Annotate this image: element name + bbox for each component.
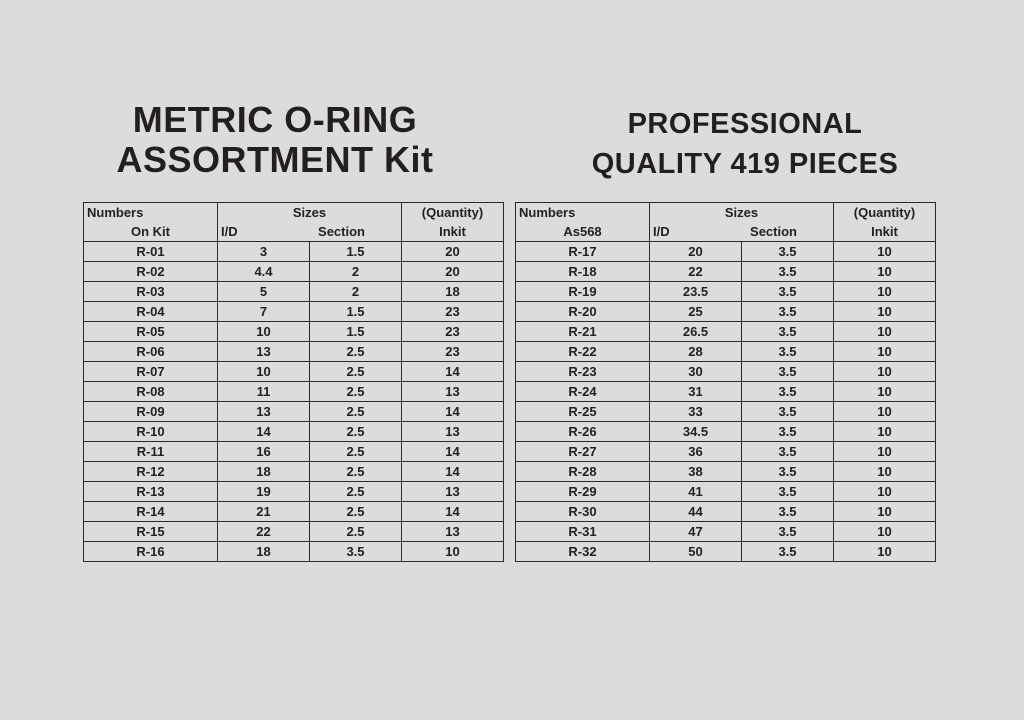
cell-quantity: 14 xyxy=(402,502,504,522)
table-row xyxy=(84,362,504,382)
header-quantity: (Quantity) xyxy=(834,203,936,223)
table-row xyxy=(516,302,936,322)
table-row xyxy=(84,422,504,442)
cell-number: R-11 xyxy=(84,442,218,462)
cell-inner-diameter: 18 xyxy=(218,542,310,562)
cell-quantity: 10 xyxy=(834,422,936,442)
cell-quantity: 23 xyxy=(402,342,504,362)
header-section: Section xyxy=(318,224,365,239)
cell-quantity: 14 xyxy=(402,362,504,382)
cell-number: R-24 xyxy=(516,382,650,402)
cell-section: 2.5 xyxy=(310,502,402,522)
cell-section: 2.5 xyxy=(310,462,402,482)
cell-quantity: 13 xyxy=(402,482,504,502)
cell-inner-diameter: 22 xyxy=(650,262,742,282)
table-row xyxy=(516,422,936,442)
table-row xyxy=(516,242,936,262)
table-row xyxy=(84,482,504,502)
cell-section: 3.5 xyxy=(742,522,834,542)
header-inkit: Inkit xyxy=(402,222,504,242)
cell-number: R-22 xyxy=(516,342,650,362)
quality-title xyxy=(545,104,945,184)
cell-section: 2.5 xyxy=(310,442,402,462)
cell-section: 3.5 xyxy=(742,382,834,402)
cell-quantity: 10 xyxy=(834,262,936,282)
header-numbers: Numbers xyxy=(84,203,218,223)
cell-section: 3.5 xyxy=(742,322,834,342)
cell-number: R-18 xyxy=(516,262,650,282)
cell-inner-diameter: 10 xyxy=(218,362,310,382)
cell-quantity: 10 xyxy=(834,382,936,402)
cell-number: R-29 xyxy=(516,482,650,502)
cell-inner-diameter: 36 xyxy=(650,442,742,462)
cell-section: 3.5 xyxy=(742,502,834,522)
kit-title-line-1: METRIC O-RING xyxy=(132,99,418,140)
cell-number: R-28 xyxy=(516,462,650,482)
cell-section: 3.5 xyxy=(742,242,834,262)
cell-inner-diameter: 14 xyxy=(218,422,310,442)
cell-quantity: 13 xyxy=(402,382,504,402)
cell-inner-diameter: 13 xyxy=(218,342,310,362)
table-row xyxy=(84,402,504,422)
cell-number: R-01 xyxy=(84,242,218,262)
cell-inner-diameter: 19 xyxy=(218,482,310,502)
header-as568: As568 xyxy=(516,222,650,242)
header-quantity: (Quantity) xyxy=(402,203,504,223)
cell-inner-diameter: 34.5 xyxy=(650,422,742,442)
table-row xyxy=(84,302,504,322)
table-row xyxy=(516,442,936,462)
cell-section: 3.5 xyxy=(742,342,834,362)
cell-inner-diameter: 22 xyxy=(218,522,310,542)
cell-quantity: 10 xyxy=(834,502,936,522)
cell-number: R-21 xyxy=(516,322,650,342)
cell-quantity: 10 xyxy=(834,362,936,382)
cell-inner-diameter: 41 xyxy=(650,482,742,502)
cell-section: 2.5 xyxy=(310,342,402,362)
cell-inner-diameter: 18 xyxy=(218,462,310,482)
cell-number: R-09 xyxy=(84,402,218,422)
cell-quantity: 10 xyxy=(834,542,936,562)
cell-inner-diameter: 44 xyxy=(650,502,742,522)
table-row xyxy=(84,282,504,302)
header-subsizes xyxy=(218,222,402,242)
table-row xyxy=(516,502,936,522)
cell-number: R-04 xyxy=(84,302,218,322)
cell-quantity: 20 xyxy=(402,262,504,282)
cell-section: 2.5 xyxy=(310,362,402,382)
cell-section: 3.5 xyxy=(742,462,834,482)
cell-quantity: 10 xyxy=(834,402,936,422)
table-row xyxy=(84,322,504,342)
table-row xyxy=(84,262,504,282)
header-subsizes xyxy=(650,222,834,242)
cell-inner-diameter: 31 xyxy=(650,382,742,402)
table-row xyxy=(84,542,504,562)
header-section: Section xyxy=(750,224,797,239)
kit-title xyxy=(80,100,470,180)
oring-table-right xyxy=(515,202,936,562)
cell-section: 1.5 xyxy=(310,242,402,262)
cell-quantity: 23 xyxy=(402,322,504,342)
cell-section: 2 xyxy=(310,282,402,302)
cell-section: 3.5 xyxy=(742,482,834,502)
cell-quantity: 14 xyxy=(402,402,504,422)
cell-section: 3.5 xyxy=(310,542,402,562)
table-row xyxy=(84,442,504,462)
cell-quantity: 10 xyxy=(834,462,936,482)
table-row xyxy=(516,322,936,342)
cell-inner-diameter: 13 xyxy=(218,402,310,422)
cell-inner-diameter: 47 xyxy=(650,522,742,542)
cell-section: 3.5 xyxy=(742,262,834,282)
cell-number: R-30 xyxy=(516,502,650,522)
table-row xyxy=(516,402,936,422)
cell-inner-diameter: 26.5 xyxy=(650,322,742,342)
cell-section: 2.5 xyxy=(310,522,402,542)
cell-number: R-10 xyxy=(84,422,218,442)
cell-quantity: 23 xyxy=(402,302,504,322)
cell-section: 1.5 xyxy=(310,322,402,342)
cell-section: 3.5 xyxy=(742,542,834,562)
cell-quantity: 10 xyxy=(834,282,936,302)
cell-section: 3.5 xyxy=(742,422,834,442)
cell-quantity: 10 xyxy=(834,242,936,262)
cell-inner-diameter: 38 xyxy=(650,462,742,482)
cell-inner-diameter: 5 xyxy=(218,282,310,302)
cell-number: R-31 xyxy=(516,522,650,542)
cell-quantity: 14 xyxy=(402,442,504,462)
cell-section: 3.5 xyxy=(742,282,834,302)
cell-quantity: 10 xyxy=(402,542,504,562)
cell-number: R-12 xyxy=(84,462,218,482)
cell-quantity: 14 xyxy=(402,462,504,482)
header-numbers: Numbers xyxy=(516,203,650,223)
cell-number: R-05 xyxy=(84,322,218,342)
cell-quantity: 10 xyxy=(834,482,936,502)
cell-inner-diameter: 4.4 xyxy=(218,262,310,282)
table-row xyxy=(84,502,504,522)
table-row xyxy=(516,362,936,382)
table-row xyxy=(516,282,936,302)
header-on-kit: On Kit xyxy=(84,222,218,242)
cell-inner-diameter: 11 xyxy=(218,382,310,402)
cell-number: R-23 xyxy=(516,362,650,382)
cell-section: 3.5 xyxy=(742,442,834,462)
cell-section: 3.5 xyxy=(742,362,834,382)
table-row xyxy=(84,462,504,482)
cell-quantity: 10 xyxy=(834,342,936,362)
table-row xyxy=(84,242,504,262)
cell-section: 2.5 xyxy=(310,382,402,402)
cell-number: R-27 xyxy=(516,442,650,462)
cell-inner-diameter: 25 xyxy=(650,302,742,322)
cell-quantity: 10 xyxy=(834,522,936,542)
quality-title-line-1: PROFESSIONAL xyxy=(627,108,863,140)
cell-number: R-19 xyxy=(516,282,650,302)
cell-inner-diameter: 16 xyxy=(218,442,310,462)
cell-quantity: 20 xyxy=(402,242,504,262)
cell-number: R-14 xyxy=(84,502,218,522)
table-row xyxy=(516,382,936,402)
cell-number: R-26 xyxy=(516,422,650,442)
cell-number: R-08 xyxy=(84,382,218,402)
cell-number: R-13 xyxy=(84,482,218,502)
cell-section: 2.5 xyxy=(310,402,402,422)
cell-number: R-02 xyxy=(84,262,218,282)
header-sizes: Sizes xyxy=(650,203,834,223)
header-id: I/D xyxy=(653,224,670,239)
quality-title-line-2: QUALITY 419 PIECES xyxy=(591,148,899,180)
cell-number: R-16 xyxy=(84,542,218,562)
header-id: I/D xyxy=(221,224,238,239)
cell-number: R-32 xyxy=(516,542,650,562)
cell-number: R-15 xyxy=(84,522,218,542)
cell-inner-diameter: 3 xyxy=(218,242,310,262)
cell-number: R-03 xyxy=(84,282,218,302)
cell-inner-diameter: 28 xyxy=(650,342,742,362)
cell-section: 2 xyxy=(310,262,402,282)
cell-inner-diameter: 50 xyxy=(650,542,742,562)
cell-section: 2.5 xyxy=(310,422,402,442)
table-row xyxy=(516,462,936,482)
cell-quantity: 10 xyxy=(834,442,936,462)
table-row xyxy=(516,482,936,502)
header-sizes: Sizes xyxy=(218,203,402,223)
cell-quantity: 10 xyxy=(834,302,936,322)
table-row xyxy=(516,342,936,362)
table-row xyxy=(84,382,504,402)
cell-number: R-17 xyxy=(516,242,650,262)
header-inkit: Inkit xyxy=(834,222,936,242)
cell-inner-diameter: 10 xyxy=(218,322,310,342)
cell-quantity: 18 xyxy=(402,282,504,302)
table-row xyxy=(84,522,504,542)
cell-number: R-06 xyxy=(84,342,218,362)
table-row xyxy=(516,542,936,562)
cell-section: 2.5 xyxy=(310,482,402,502)
cell-inner-diameter: 20 xyxy=(650,242,742,262)
cell-number: R-25 xyxy=(516,402,650,422)
cell-inner-diameter: 30 xyxy=(650,362,742,382)
cell-number: R-07 xyxy=(84,362,218,382)
cell-inner-diameter: 33 xyxy=(650,402,742,422)
cell-section: 3.5 xyxy=(742,302,834,322)
cell-inner-diameter: 21 xyxy=(218,502,310,522)
cell-section: 3.5 xyxy=(742,402,834,422)
cell-inner-diameter: 23.5 xyxy=(650,282,742,302)
cell-number: R-20 xyxy=(516,302,650,322)
cell-quantity: 13 xyxy=(402,422,504,442)
cell-quantity: 13 xyxy=(402,522,504,542)
table-row xyxy=(516,262,936,282)
table-row xyxy=(84,342,504,362)
oring-table-left xyxy=(83,202,504,562)
cell-quantity: 10 xyxy=(834,322,936,342)
kit-title-line-2: ASSORTMENT Kit xyxy=(116,139,434,180)
cell-section: 1.5 xyxy=(310,302,402,322)
cell-inner-diameter: 7 xyxy=(218,302,310,322)
table-row xyxy=(516,522,936,542)
